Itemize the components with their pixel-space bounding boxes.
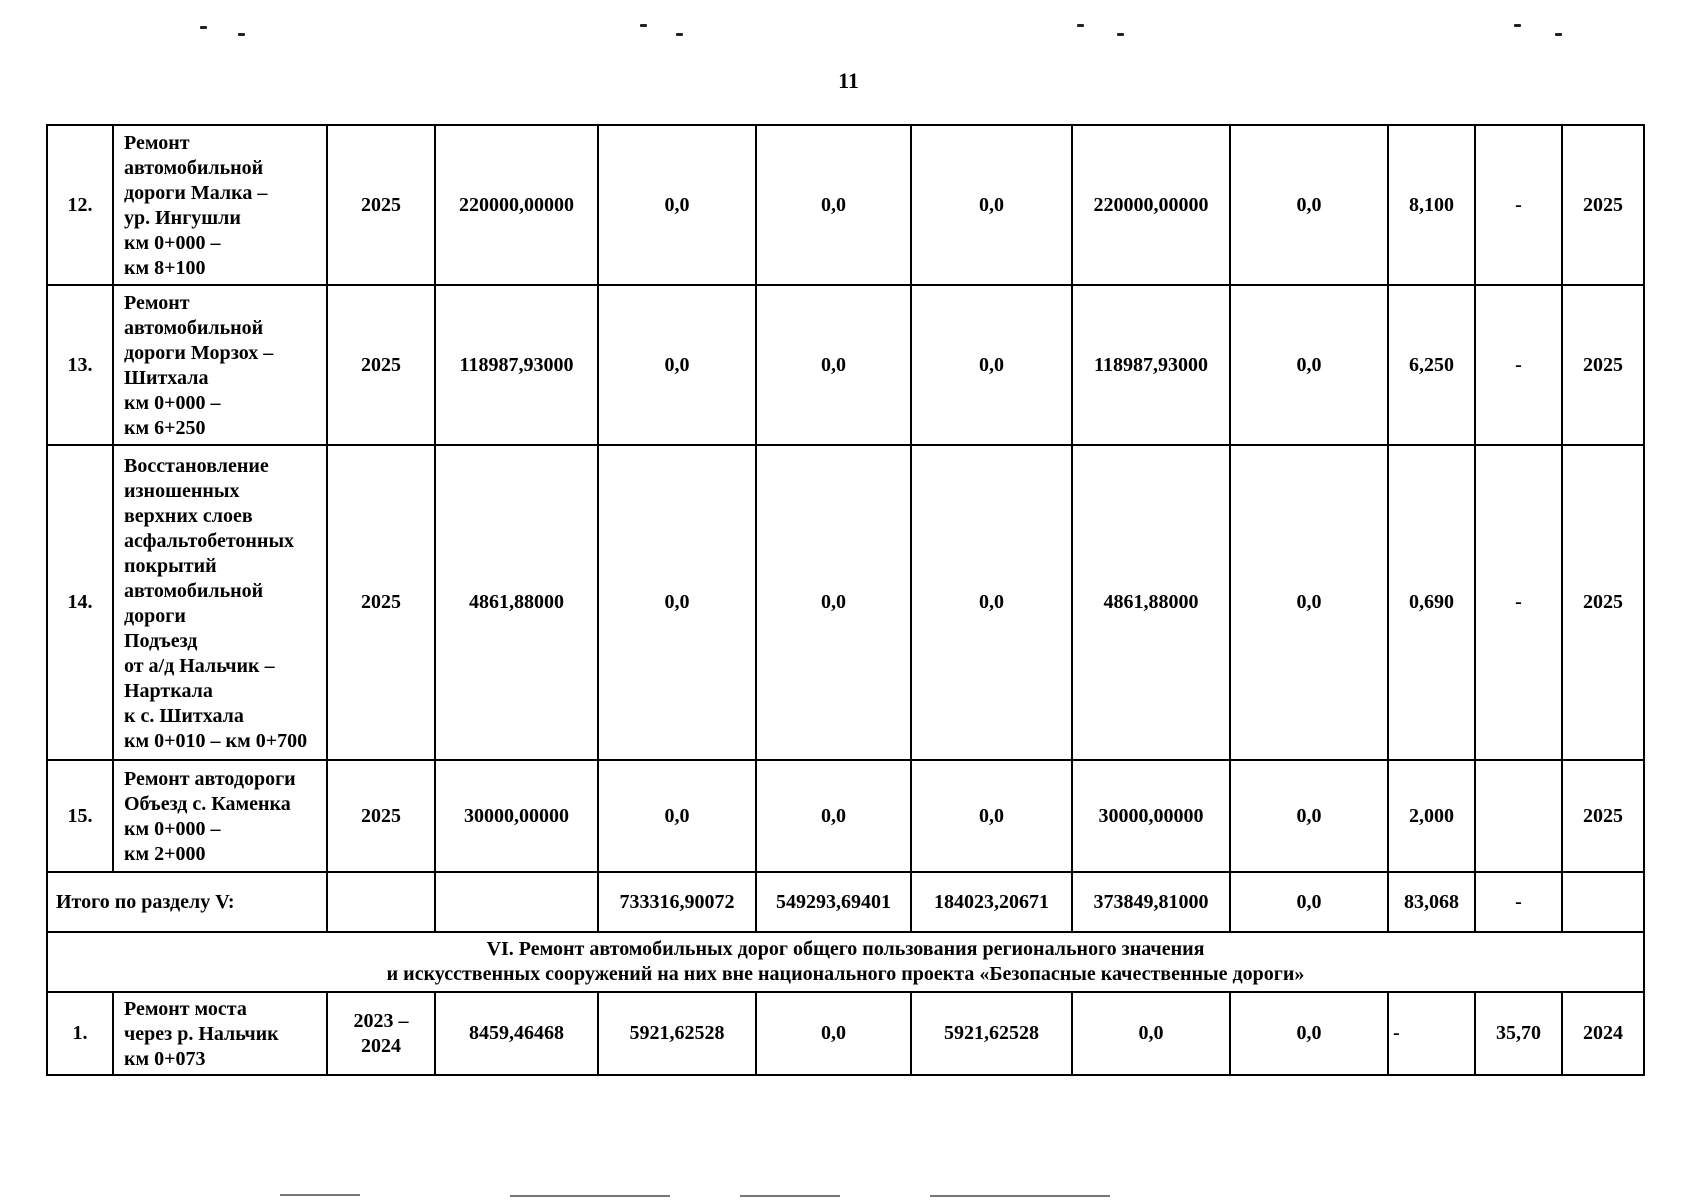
length-km-cell: - <box>1388 992 1475 1075</box>
value-cell: 0,0 <box>756 125 911 285</box>
period-cell: 2025 <box>327 125 435 285</box>
value-cell: 0,0 <box>1230 760 1388 872</box>
scan-mark <box>238 33 245 36</box>
scan-mark <box>676 33 683 36</box>
value-cell: 5921,62528 <box>911 992 1072 1075</box>
empty-cell <box>435 872 598 932</box>
table-row <box>47 992 1644 1075</box>
table-row <box>47 760 1644 872</box>
scan-mark <box>1514 24 1521 27</box>
total-value: 0,0 <box>1230 872 1388 932</box>
object-name: Ремонт автомобильной дороги Морзох – Шитхала км 0+000 – км 6+250 <box>113 285 327 445</box>
value-cell: 5921,62528 <box>598 992 756 1075</box>
scan-line <box>280 1194 360 1196</box>
empty-cell <box>327 872 435 932</box>
empty-cell <box>1562 872 1644 932</box>
section-header-row <box>47 932 1644 992</box>
value-cell: 0,0 <box>598 445 756 760</box>
length-km-cell: 8,100 <box>1388 125 1475 285</box>
total-length-km: 83,068 <box>1388 872 1475 932</box>
period-cell: 2025 <box>327 760 435 872</box>
value-cell: 0,0 <box>911 445 1072 760</box>
table-row <box>47 285 1644 445</box>
row-number: 1. <box>47 992 113 1075</box>
length-km-cell: 2,000 <box>1388 760 1475 872</box>
value-cell: 0,0 <box>756 445 911 760</box>
value-cell: 0,0 <box>911 760 1072 872</box>
row-number: 13. <box>47 285 113 445</box>
completion-year-cell: 2024 <box>1562 992 1644 1075</box>
period-cell: 2025 <box>327 285 435 445</box>
length-m-cell: 35,70 <box>1475 992 1562 1075</box>
section-title-line: и искусственных сооружений на них вне национального проекта «Безопасные качественные дороги» <box>386 963 1305 985</box>
scan-mark <box>1117 33 1124 36</box>
page-number: 11 <box>838 68 859 93</box>
table-row <box>47 445 1644 760</box>
value-cell: 118987,93000 <box>1072 285 1230 445</box>
value-cell: 30000,00000 <box>1072 760 1230 872</box>
cost-cell: 8459,46468 <box>435 992 598 1075</box>
cost-cell: 30000,00000 <box>435 760 598 872</box>
completion-year-cell: 2025 <box>1562 125 1644 285</box>
scan-mark <box>640 24 647 27</box>
object-name: Ремонт моста через р. Нальчик км 0+073 <box>113 992 327 1075</box>
value-cell: 0,0 <box>911 125 1072 285</box>
object-name: Восстановление изношенных верхних слоев асфальтобетонных покрытий автомобильной дороги Подъезд от а/д Нальчик – Нарткала к с. Шитхала км 0+010 – км 0+700 <box>113 445 327 760</box>
completion-year-cell: 2025 <box>1562 445 1644 760</box>
road-repair-table <box>46 124 1645 1076</box>
value-cell: 0,0 <box>598 760 756 872</box>
table-row <box>47 125 1644 285</box>
scan-line <box>510 1195 670 1197</box>
value-cell: 0,0 <box>756 992 911 1075</box>
cost-cell: 220000,00000 <box>435 125 598 285</box>
completion-year-cell: 2025 <box>1562 760 1644 872</box>
scan-mark <box>200 26 207 29</box>
length-m-cell <box>1475 760 1562 872</box>
total-value: 549293,69401 <box>756 872 911 932</box>
total-label: Итого по разделу V: <box>47 872 327 932</box>
total-length-m: - <box>1475 872 1562 932</box>
scan-line <box>740 1195 840 1197</box>
completion-year-cell: 2025 <box>1562 285 1644 445</box>
length-km-cell: 6,250 <box>1388 285 1475 445</box>
value-cell: 0,0 <box>1230 992 1388 1075</box>
value-cell: 0,0 <box>598 125 756 285</box>
length-m-cell: - <box>1475 125 1562 285</box>
value-cell: 220000,00000 <box>1072 125 1230 285</box>
scan-line <box>930 1195 1110 1197</box>
period-cell: 2025 <box>327 445 435 760</box>
value-cell: 0,0 <box>598 285 756 445</box>
scan-mark <box>1555 33 1562 36</box>
cost-cell: 118987,93000 <box>435 285 598 445</box>
object-name: Ремонт автодороги Объезд с. Каменка км 0+000 – км 2+000 <box>113 760 327 872</box>
total-value: 733316,90072 <box>598 872 756 932</box>
value-cell: 0,0 <box>1230 285 1388 445</box>
value-cell: 4861,88000 <box>1072 445 1230 760</box>
value-cell: 0,0 <box>1230 445 1388 760</box>
length-m-cell: - <box>1475 285 1562 445</box>
cost-cell: 4861,88000 <box>435 445 598 760</box>
value-cell: 0,0 <box>1072 992 1230 1075</box>
object-name: Ремонт автомобильной дороги Малка – ур. Ингушли км 0+000 – км 8+100 <box>113 125 327 285</box>
row-number: 14. <box>47 445 113 760</box>
period-cell: 2023 – 2024 <box>327 992 435 1075</box>
length-km-cell: 0,690 <box>1388 445 1475 760</box>
total-value: 373849,81000 <box>1072 872 1230 932</box>
total-value: 184023,20671 <box>911 872 1072 932</box>
section-title <box>47 932 1644 992</box>
value-cell: 0,0 <box>911 285 1072 445</box>
length-m-cell: - <box>1475 445 1562 760</box>
value-cell: 0,0 <box>756 760 911 872</box>
row-number: 15. <box>47 760 113 872</box>
value-cell: 0,0 <box>1230 125 1388 285</box>
row-number: 12. <box>47 125 113 285</box>
section-title-line: VI. Ремонт автомобильных дорог общего пользования регионального значения <box>486 938 1205 960</box>
scan-mark <box>1077 24 1084 27</box>
total-row <box>47 872 1644 932</box>
value-cell: 0,0 <box>756 285 911 445</box>
